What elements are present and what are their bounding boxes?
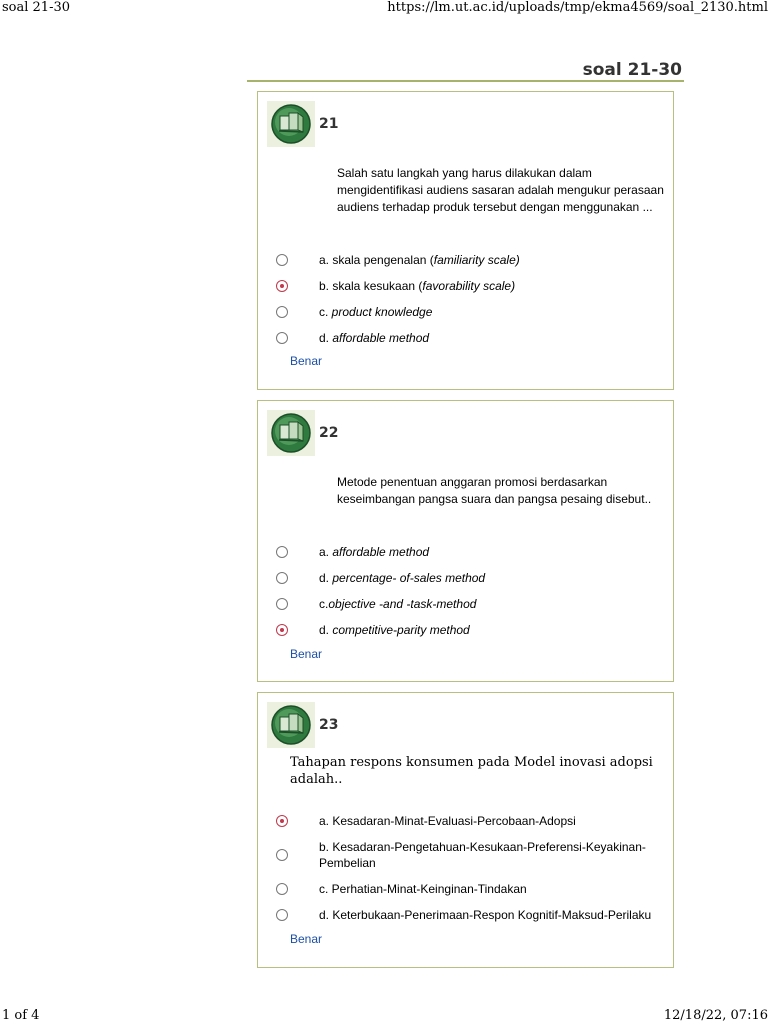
question-number: 22 <box>319 425 339 441</box>
question-number: 23 <box>319 717 339 733</box>
question-text: Salah satu langkah yang harus dilakukan dalam mengidentifikasi audiens sasaran adalah mengukur perasaan audiens terhadap produk tersebut dengan menggunakan ... <box>337 166 664 214</box>
feedback-text: Benar <box>290 647 323 661</box>
feedback-text: Benar <box>290 354 323 368</box>
option-label: a. affordable method <box>319 545 430 559</box>
page-url: https://lm.ut.ac.id/uploads/tmp/ekma4569/soal_2130.html <box>387 0 768 15</box>
option-label: d. Keterbukaan-Penerimaan-Respon Kognitif-Maksud-Perilaku <box>319 908 652 922</box>
question-book-icon <box>267 410 315 456</box>
option-label: d. competitive-parity method <box>319 623 470 637</box>
option-label: d. percentage- of-sales method <box>319 571 486 585</box>
feedback-text: Benar <box>290 932 323 946</box>
radio-button[interactable] <box>276 332 288 344</box>
option-label: c. Perhatian-Minat-Keinginan-Tindakan <box>319 882 527 896</box>
radio-button[interactable] <box>276 306 288 318</box>
question-number: 21 <box>319 116 339 132</box>
radio-button[interactable] <box>276 598 288 610</box>
option-label: d. affordable method <box>319 331 430 345</box>
radio-button[interactable] <box>276 909 288 921</box>
title-divider <box>247 80 684 82</box>
page-counter: 1 of 4 <box>2 1008 40 1023</box>
radio-button[interactable] <box>276 254 288 266</box>
option-label: c.objective -and -task-method <box>319 597 477 611</box>
option-label: b. Kesadaran-Pengetahuan-Kesukaan-Preferensi-Keyakinan- Pembelian <box>319 840 646 870</box>
radio-button[interactable] <box>276 546 288 558</box>
radio-button-selected[interactable] <box>276 624 288 636</box>
radio-button-selected[interactable] <box>276 815 288 827</box>
option-label: a. skala pengenalan (familiarity scale) <box>319 253 520 267</box>
radio-button-selected[interactable] <box>276 280 288 292</box>
option-label: a. Kesadaran-Minat-Evaluasi-Percobaan-Adopsi <box>319 814 576 828</box>
question-book-icon <box>267 702 315 748</box>
question-card-21 <box>257 91 674 390</box>
question-card-22 <box>257 400 674 682</box>
question-book-icon <box>267 101 315 147</box>
print-datetime: 12/18/22, 07:16 <box>663 1008 768 1023</box>
question-text: Tahapan respons konsumen pada Model inovasi adopsi adalah.. <box>290 755 653 787</box>
radio-button[interactable] <box>276 849 288 861</box>
question-card-23 <box>257 692 674 968</box>
radio-button[interactable] <box>276 883 288 895</box>
answer-option-b[interactable] <box>276 839 669 871</box>
radio-button[interactable] <box>276 572 288 584</box>
browser-page-title: soal 21-30 <box>2 0 71 15</box>
option-label: c. product knowledge <box>319 305 433 319</box>
page-title: soal 21-30 <box>582 60 682 80</box>
question-text: Metode penentuan anggaran promosi berdasarkan keseimbangan pangsa suara dan pangsa pesaing disebut.. <box>337 475 652 506</box>
option-label: b. skala kesukaan (favorability scale) <box>319 279 516 293</box>
